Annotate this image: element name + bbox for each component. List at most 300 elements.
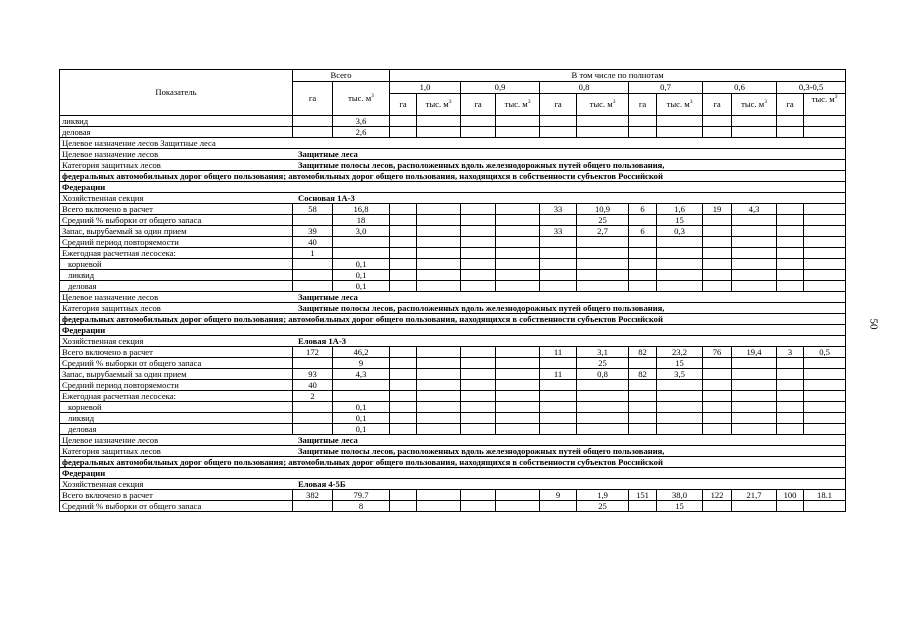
cell-empty (732, 259, 777, 270)
cell-value (496, 204, 540, 215)
cell-empty (804, 259, 846, 270)
cell-value (540, 358, 577, 369)
cell-empty (804, 424, 846, 435)
cell-value (417, 215, 461, 226)
cell-value (390, 358, 417, 369)
cell-empty (657, 127, 703, 138)
cell-empty (657, 116, 703, 127)
cell-empty (732, 402, 777, 413)
row-label: ликвид (60, 413, 293, 424)
cell-empty (390, 281, 417, 292)
cell-empty (732, 127, 777, 138)
cell-value (777, 215, 804, 226)
cell-value: 3 (777, 347, 804, 358)
cell-empty (777, 413, 804, 424)
cell-total-ha (293, 402, 333, 413)
cell-value (732, 501, 777, 512)
header-density-1: 1,0 (390, 82, 461, 94)
cell-empty (461, 380, 496, 391)
cell-value (777, 204, 804, 215)
cell-total-vol: 2,6 (333, 127, 390, 138)
header-ha: га (629, 94, 657, 116)
header-vol: тыс. $м^3$ (577, 94, 629, 116)
cell-empty (540, 380, 577, 391)
cell-value (390, 204, 417, 215)
cell-value: 19 (703, 204, 732, 215)
category-row (60, 303, 846, 314)
cell-empty (461, 237, 496, 248)
cell-total-ha (293, 116, 333, 127)
cell-value (804, 358, 846, 369)
cell-empty (804, 391, 846, 402)
cell-total-vol: 0,1 (333, 413, 390, 424)
category-value-cont: Федерации (62, 468, 106, 478)
cell-total-ha: 1 (293, 248, 333, 259)
section-row-cell (60, 479, 846, 490)
cell-total-ha (293, 127, 333, 138)
cell-value (417, 501, 461, 512)
cell-empty (496, 237, 540, 248)
cell-value: 76 (703, 347, 732, 358)
header-indicator: Показатель (60, 70, 293, 116)
category-row-cont (60, 314, 846, 325)
cell-empty (461, 413, 496, 424)
header-total: Всего (293, 70, 390, 82)
cell-value (461, 369, 496, 380)
header-ha: га (461, 94, 496, 116)
cell-value (461, 226, 496, 237)
cell-value: 1,9 (577, 490, 629, 501)
cell-empty (629, 402, 657, 413)
row-label: корневой (60, 402, 293, 413)
header-density-6: 0,3-0,5 (777, 82, 846, 94)
cell-value: 2,7 (577, 226, 629, 237)
cell-value: 21,7 (732, 490, 777, 501)
liquid-row (60, 413, 846, 424)
category-value: Защитные полосы лесов, расположенных вдоль железнодорожных путей общего пользования, (298, 160, 665, 170)
cell-value: 0,8 (577, 369, 629, 380)
cell-empty (540, 402, 577, 413)
cell-empty (732, 391, 777, 402)
cell-value: 93 (293, 369, 333, 380)
cell-value: 25 (577, 215, 629, 226)
cell-empty (417, 259, 461, 270)
cell-value: 6 (629, 204, 657, 215)
category-row (60, 160, 846, 171)
cell-value: 6 (629, 226, 657, 237)
cell-value (703, 501, 732, 512)
purpose-value: Защитные леса (298, 149, 358, 159)
cell-value (703, 358, 732, 369)
cell-empty (540, 248, 577, 259)
cell-empty (804, 237, 846, 248)
top-purpose-row-cell (60, 138, 846, 149)
cell-value (804, 501, 846, 512)
cell-value: 122 (703, 490, 732, 501)
row-label: деловая (60, 281, 293, 292)
cell-empty (461, 270, 496, 281)
cell-empty (577, 270, 629, 281)
category-row-cont (60, 468, 846, 479)
cell-value (390, 226, 417, 237)
cell-value: 11 (540, 347, 577, 358)
cell-value: 382 (293, 490, 333, 501)
cell-empty (540, 237, 577, 248)
avg-period-row (60, 380, 846, 391)
cell-empty (496, 270, 540, 281)
header-ha: га (540, 94, 577, 116)
section-label: Хозяйственная секция (62, 479, 144, 489)
cell-value (777, 369, 804, 380)
category-value: Защитные полосы лесов, расположенных вдоль железнодорожных путей общего пользования, (298, 303, 665, 313)
avg-pct-row (60, 215, 846, 226)
cell-empty (496, 424, 540, 435)
cell-value (777, 501, 804, 512)
cell-empty (496, 127, 540, 138)
cell-empty (540, 413, 577, 424)
cell-empty (629, 424, 657, 435)
cell-value: 82 (629, 369, 657, 380)
cell-value: 10,9 (577, 204, 629, 215)
cell-value (629, 358, 657, 369)
cell-empty (657, 237, 703, 248)
category-row (60, 446, 846, 457)
cell-empty (577, 402, 629, 413)
business-row (60, 424, 846, 435)
category-row-cont-cell (60, 182, 846, 193)
cell-empty (657, 391, 703, 402)
cell-empty (777, 248, 804, 259)
cell-empty (777, 391, 804, 402)
cell-empty (496, 380, 540, 391)
cell-value (496, 226, 540, 237)
cell-empty (629, 270, 657, 281)
category-row-cont (60, 457, 846, 468)
included-row (60, 490, 846, 501)
header-vol: тыс. $м^3$ (732, 94, 777, 116)
row-label: Ежегодная расчетная лесосека: (60, 391, 293, 402)
purpose-row-cell (60, 435, 846, 446)
cell-empty (390, 413, 417, 424)
cell-empty (804, 248, 846, 259)
cell-value: 18 (333, 215, 390, 226)
purpose-row (60, 149, 846, 160)
cell-total-ha (293, 413, 333, 424)
included-row (60, 204, 846, 215)
cell-empty (629, 127, 657, 138)
category-row-cell (60, 303, 846, 314)
category-value-cont: Федерации (62, 182, 106, 192)
category-row-cell (60, 446, 846, 457)
cell-value (703, 369, 732, 380)
cell-empty (703, 281, 732, 292)
category-row-cont-cell (60, 457, 846, 468)
section-label: Хозяйственная секция (62, 193, 144, 203)
avg-period-row (60, 237, 846, 248)
cell-value: 33 (540, 226, 577, 237)
cell-total-ha: 2 (293, 391, 333, 402)
cell-value (732, 215, 777, 226)
section-row-cell (60, 336, 846, 347)
cell-empty (540, 424, 577, 435)
cell-value (461, 215, 496, 226)
cell-value (540, 215, 577, 226)
cell-empty (390, 391, 417, 402)
cell-value (629, 215, 657, 226)
cell-value: 33 (540, 204, 577, 215)
header-by-density: В том числе по полнотам (390, 70, 846, 82)
cell-empty (657, 281, 703, 292)
cell-value: 38,0 (657, 490, 703, 501)
section-row (60, 193, 846, 204)
category-row-cont-cell (60, 171, 846, 182)
cell-value: 19,4 (732, 347, 777, 358)
cell-value (390, 347, 417, 358)
cell-value: 25 (577, 501, 629, 512)
section-value: Сосновая 1А-3 (298, 193, 355, 203)
category-row-cell (60, 160, 846, 171)
cell-empty (390, 237, 417, 248)
section-value: Еловая 1А-3 (298, 336, 347, 346)
cell-empty (540, 259, 577, 270)
cell-empty (657, 270, 703, 281)
purpose-row-cell (60, 149, 846, 160)
cell-empty (804, 380, 846, 391)
cell-value (703, 215, 732, 226)
business-row (60, 281, 846, 292)
cell-value (540, 501, 577, 512)
cell-empty (496, 391, 540, 402)
purpose-value: Защитные леса (298, 292, 358, 302)
cell-value (777, 358, 804, 369)
cell-empty (657, 424, 703, 435)
cell-empty (732, 424, 777, 435)
forest-table (59, 69, 846, 512)
page-number: 50 (867, 318, 880, 330)
cell-value (417, 347, 461, 358)
header-ha: га (703, 94, 732, 116)
cell-empty (577, 380, 629, 391)
cell-value: 172 (293, 347, 333, 358)
cell-value: 58 (293, 204, 333, 215)
cell-value: 23,2 (657, 347, 703, 358)
row-label: Средний период повторяемости (60, 380, 293, 391)
cell-total-ha: 40 (293, 237, 333, 248)
cell-value (496, 358, 540, 369)
header-density-4: 0,7 (629, 82, 703, 94)
cell-value (496, 490, 540, 501)
cell-empty (657, 380, 703, 391)
cell-total-vol: 0,1 (333, 281, 390, 292)
cell-empty (804, 270, 846, 281)
cell-value: 15 (657, 501, 703, 512)
cell-empty (577, 127, 629, 138)
cell-empty (703, 391, 732, 402)
row-label: деловая (60, 127, 293, 138)
cell-empty (461, 391, 496, 402)
cell-value (461, 204, 496, 215)
cell-empty (732, 270, 777, 281)
cell-value: 3,1 (577, 347, 629, 358)
cell-empty (390, 380, 417, 391)
purpose-label: Целевое назначение лесов (62, 435, 159, 445)
cell-value (732, 226, 777, 237)
cell-value: 16,8 (333, 204, 390, 215)
header-density-3: 0,8 (540, 82, 629, 94)
header-density-2: 0,9 (461, 82, 540, 94)
purpose-row-cell (60, 292, 846, 303)
cell-value (732, 369, 777, 380)
top-purpose: Целевое назначение лесов Защитные леса (62, 138, 216, 148)
cell-empty (417, 402, 461, 413)
section-value: Еловая 4-5Б (298, 479, 346, 489)
header-vol: тыс. $м^3$ (417, 94, 461, 116)
cell-empty (577, 248, 629, 259)
cell-total-ha: 40 (293, 380, 333, 391)
cell-value: 79.7 (333, 490, 390, 501)
purpose-row (60, 292, 846, 303)
cell-empty (777, 116, 804, 127)
avg-pct-row (60, 358, 846, 369)
category-row-cont (60, 171, 846, 182)
cell-value: 15 (657, 215, 703, 226)
cell-value (461, 358, 496, 369)
table-row (60, 127, 846, 138)
table-row (60, 116, 846, 127)
cell-value (703, 226, 732, 237)
cell-empty (417, 248, 461, 259)
cell-value (496, 501, 540, 512)
header-vol: тыс. $м^3$ (496, 94, 540, 116)
included-row (60, 347, 846, 358)
cell-empty (390, 116, 417, 127)
header-density-5: 0,6 (703, 82, 777, 94)
cell-value (777, 226, 804, 237)
cell-empty (703, 116, 732, 127)
cell-empty (804, 413, 846, 424)
cell-empty (577, 259, 629, 270)
cell-value: 82 (629, 347, 657, 358)
top-purpose-row (60, 138, 846, 149)
cell-empty (657, 413, 703, 424)
category-label: Категория защитных лесов (62, 160, 161, 170)
category-row-cont (60, 182, 846, 193)
cell-empty (777, 380, 804, 391)
cell-empty (461, 424, 496, 435)
cell-empty (390, 248, 417, 259)
cell-empty (540, 391, 577, 402)
cell-empty (777, 270, 804, 281)
row-label: Запас, вырубаемый за один прием (60, 369, 293, 380)
cell-empty (804, 281, 846, 292)
cell-value (417, 204, 461, 215)
cell-empty (629, 116, 657, 127)
cell-empty (777, 402, 804, 413)
cell-empty (777, 281, 804, 292)
avg-pct-row (60, 501, 846, 512)
cell-empty (732, 380, 777, 391)
cell-empty (390, 127, 417, 138)
cell-total-vol: 0,1 (333, 259, 390, 270)
cell-empty (390, 424, 417, 435)
cell-empty (577, 413, 629, 424)
cell-value (496, 369, 540, 380)
cell-value (496, 347, 540, 358)
cell-value: 11 (540, 369, 577, 380)
cell-value: 9 (540, 490, 577, 501)
row-label: ликвид (60, 270, 293, 281)
cell-empty (777, 237, 804, 248)
stock-row (60, 226, 846, 237)
header-total-ha: га (293, 82, 333, 116)
row-label: Средний % выборки от общего запаса (60, 358, 293, 369)
cell-empty (461, 402, 496, 413)
cell-empty (540, 116, 577, 127)
cell-empty (703, 270, 732, 281)
category-value-cont: федеральных автомобильных дорог общего пользования; автомобильных дорог общего пользования, находящихся в собственности субъектов Российской (62, 171, 663, 181)
cell-empty (496, 116, 540, 127)
cell-total-ha (293, 281, 333, 292)
cell-empty (804, 402, 846, 413)
cell-empty (629, 281, 657, 292)
cell-value: 4,3 (732, 204, 777, 215)
cell-value (390, 501, 417, 512)
cell-empty (777, 259, 804, 270)
cell-empty (540, 270, 577, 281)
cell-empty (417, 116, 461, 127)
cell-value (461, 347, 496, 358)
cell-value (461, 501, 496, 512)
cell-total-ha (293, 270, 333, 281)
cell-empty (732, 413, 777, 424)
annual-row (60, 248, 846, 259)
section-label: Хозяйственная секция (62, 336, 144, 346)
cell-value: 46,2 (333, 347, 390, 358)
cell-empty (657, 402, 703, 413)
category-label: Категория защитных лесов (62, 303, 161, 313)
cell-total-vol (333, 237, 390, 248)
row-label: Всего включено в расчет (60, 490, 293, 501)
cell-empty (417, 424, 461, 435)
cell-empty (777, 127, 804, 138)
purpose-value: Защитные леса (298, 435, 358, 445)
header-vol: тыс. $м^3$ (657, 94, 703, 116)
cell-empty (417, 270, 461, 281)
cell-value (804, 204, 846, 215)
cell-empty (417, 391, 461, 402)
cell-empty (461, 116, 496, 127)
row-label: Средний % выборки от общего запаса (60, 501, 293, 512)
section-row (60, 336, 846, 347)
row-label: деловая (60, 424, 293, 435)
category-value-cont: федеральных автомобильных дорог общего пользования; автомобильных дорог общего пользования, находящихся в собственности субъектов Российской (62, 457, 663, 467)
liquid-row (60, 270, 846, 281)
cell-empty (496, 281, 540, 292)
cell-total-vol: 0,1 (333, 424, 390, 435)
cell-empty (461, 248, 496, 259)
cell-value: 1,6 (657, 204, 703, 215)
row-label: Всего включено в расчет (60, 347, 293, 358)
cell-value (804, 226, 846, 237)
row-label: Запас, вырубаемый за один прием (60, 226, 293, 237)
category-value: Защитные полосы лесов, расположенных вдоль железнодорожных путей общего пользования, (298, 446, 665, 456)
cell-value: 8 (333, 501, 390, 512)
cell-total-vol (333, 248, 390, 259)
category-value-cont: федеральных автомобильных дорог общего пользования; автомобильных дорог общего пользования, находящихся в собственности субъектов Российской (62, 314, 663, 324)
row-label: Средний период повторяемости (60, 237, 293, 248)
cell-total-ha (293, 424, 333, 435)
cell-empty (390, 402, 417, 413)
